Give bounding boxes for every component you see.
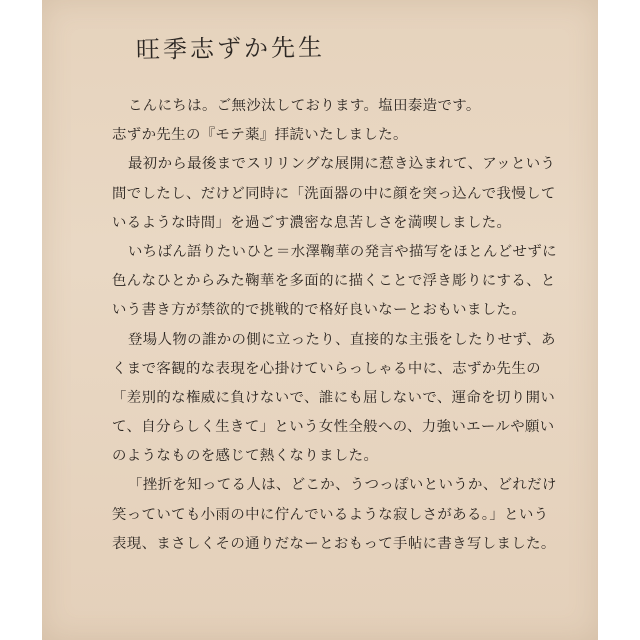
letter-line: いちばん語りたいひと＝水澤鞠華の発言や描写をほとんどせずに — [128, 243, 557, 260]
letter-line: 志ずか先生の『モテ薬』拝読いたしました。 — [112, 127, 408, 144]
letter-line: いう書き方が禁欲的で挑戦的で格好良いなーとおもいました。 — [112, 302, 527, 319]
letter-salutation: 旺季志ずか先生 — [135, 33, 326, 64]
letter-line: 色んなひとからみた鞠華を多面的に描くことで浮き彫りにする、と — [112, 273, 556, 290]
letter-line: こんにちは。ご無沙汰しております。塩田泰造です。 — [128, 98, 481, 114]
letter-line: 最初から最後までスリリングな展開に惹き込まれて、アッという — [128, 156, 556, 173]
letter-line: いるような時間」を過ごす濃密な息苦しさを満喫しました。 — [112, 214, 512, 231]
letter-line: のようなものを感じて熱くなりました。 — [112, 448, 379, 465]
letter-line: 登場人物の誰かの側に立ったり、直接的な主張をしたりせず、あ — [128, 331, 556, 348]
letter-line: 「挫折を知ってる人は、どこか、うつっぽいというか、どれだけ — [128, 477, 557, 494]
letter-line: 「差別的な権威に負けないで、誰にも屈しないで、運命を切り開い — [112, 389, 556, 406]
letter-line: 笑っていても小雨の中に佇んでいるような寂しさがある。」という — [112, 506, 549, 523]
letter-paper — [42, 0, 598, 640]
letter-line: くまで客観的な表現を心掛けていらっしゃる中に、志ずか先生の — [112, 360, 541, 377]
letter-line: て、自分らしく生きて」という女性全般への、力強いエールや願い — [112, 419, 555, 436]
letter-line: 間でしたし、だけど同時に「洗面器の中に顔を突っ込んで我慢して — [112, 185, 556, 202]
letter-line: 表現、まさしくその通りだなーとおもって手帖に書き写しました。 — [112, 535, 556, 552]
letter-body — [112, 92, 590, 559]
